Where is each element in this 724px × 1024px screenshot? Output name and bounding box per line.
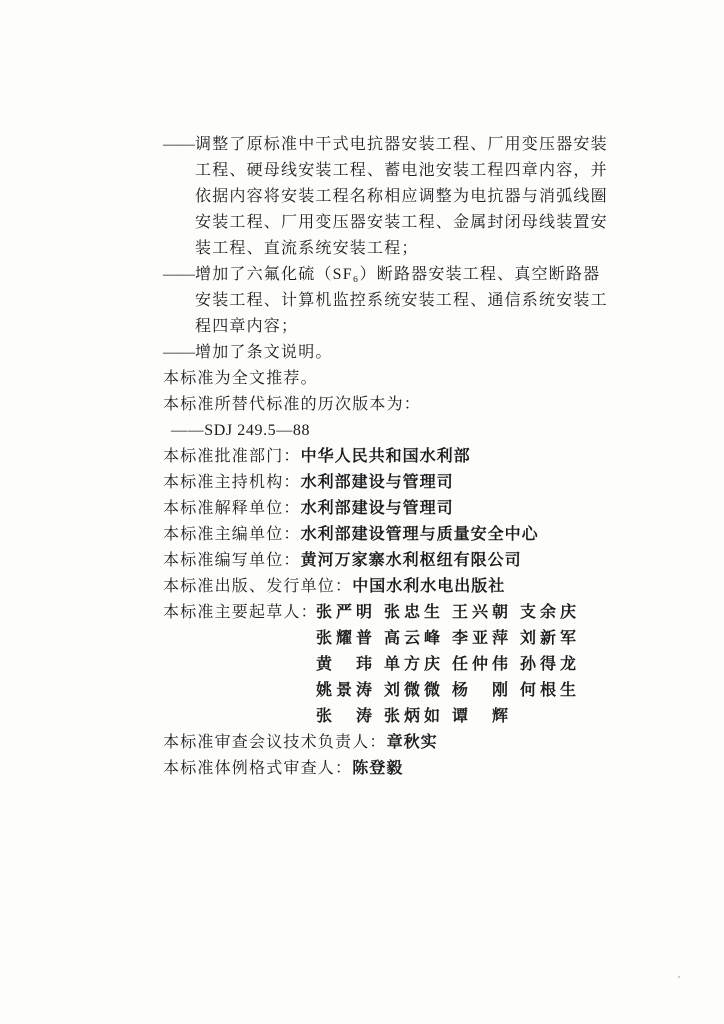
change-item-3-line-1	[163, 340, 623, 366]
drafter-name: 高云峰	[384, 630, 440, 647]
review-tech-row	[163, 730, 623, 756]
drafter-name: 单方庆	[384, 656, 440, 673]
drafter-name: 王兴朝	[452, 604, 508, 621]
change-item-2-line-2	[163, 288, 623, 314]
scan-speck	[678, 976, 680, 978]
change-item-text: 增加了六氟化硫（SF₆）断路器安装工程、真空断路器	[195, 266, 601, 283]
drafter-name: 张耀普	[316, 630, 372, 647]
drafter-name: 张忠生	[384, 604, 440, 621]
drafter-name: 刘微微	[384, 682, 440, 699]
change-item-1-line-1	[163, 132, 623, 158]
drafters-indent	[163, 678, 316, 704]
drafter-name: 何根生	[520, 682, 576, 699]
change-item-2-line-1	[163, 262, 623, 288]
drafter-name: 谭辉	[452, 708, 508, 725]
info-row-approval	[163, 444, 623, 470]
info-label: 本标准编写单位：	[163, 552, 301, 569]
history-label: 本标准所替代标准的历次版本为：	[163, 396, 422, 413]
format-review-value: 陈登毅	[352, 760, 404, 777]
drafter-name: 刘新军	[520, 630, 576, 647]
drafter-name: 孙得龙	[520, 656, 576, 673]
info-value: 中华人民共和国水利部	[300, 448, 471, 465]
drafters-indent	[163, 704, 316, 730]
drafter-name: 黄玮	[316, 656, 372, 673]
history-item: ——SDJ 249.5—88	[171, 422, 311, 439]
list-dash: ——	[163, 136, 195, 153]
change-item-1-line-4	[163, 210, 623, 236]
info-row-chief-editor	[163, 522, 623, 548]
list-dash: ——	[163, 266, 195, 283]
info-label: 本标准主编单位：	[163, 526, 301, 543]
drafters-row-4	[163, 678, 623, 704]
review-tech-value: 章秋实	[386, 734, 438, 751]
info-label: 本标准解释单位：	[163, 500, 301, 517]
info-row-host	[163, 470, 623, 496]
info-value: 黄河万家寨水利枢纽有限公司	[300, 552, 522, 569]
info-label: 本标准出版、发行单位：	[163, 578, 353, 595]
drafters-indent	[163, 652, 316, 678]
info-row-compiler	[163, 548, 623, 574]
info-value: 水利部建设与管理司	[300, 500, 454, 517]
drafter-name: 任仲伟	[452, 656, 508, 673]
change-item-text: 程四章内容；	[195, 318, 299, 335]
change-item-1-line-2	[163, 158, 623, 184]
change-item-text: 调整了原标准中干式电抗器安装工程、厂用变压器安装	[195, 136, 608, 153]
change-item-text: 工程、硬母线安装工程、蓄电池安装工程四章内容，并	[195, 162, 608, 179]
drafter-name: 李亚萍	[452, 630, 508, 647]
drafter-name: 姚景涛	[316, 682, 372, 699]
document-content	[163, 132, 623, 782]
drafters-row-5	[163, 704, 623, 730]
review-tech-label: 本标准审查会议技术负责人：	[163, 734, 387, 751]
list-dash: ——	[163, 344, 195, 361]
drafter-name: 张严明	[316, 604, 372, 621]
change-item-text: 安装工程、计算机监控系统安装工程、通信系统安装工	[195, 292, 608, 309]
change-item-text: 装工程、直流系统安装工程；	[195, 240, 419, 257]
change-item-text: 增加了条文说明。	[195, 344, 333, 361]
drafter-name: 张炳如	[384, 708, 440, 725]
info-value: 水利部建设管理与质量安全中心	[300, 526, 539, 543]
format-review-label: 本标准体例格式审查人：	[163, 760, 353, 777]
drafters-row-1	[163, 600, 623, 626]
drafters-row-2	[163, 626, 623, 652]
info-row-publisher	[163, 574, 623, 600]
change-item-1-line-3	[163, 184, 623, 210]
change-item-text: 安装工程、厂用变压器安装工程、金属封闭母线装置安	[195, 214, 608, 231]
info-label: 本标准主持机构：	[163, 474, 301, 491]
drafter-name: 张涛	[316, 708, 372, 725]
format-review-row	[163, 756, 623, 782]
drafter-name: 支余庆	[520, 604, 576, 621]
change-item-text: 依据内容将安装工程名称相应调整为电抗器与消弧线圈	[195, 188, 608, 205]
drafters-row-3	[163, 652, 623, 678]
drafters-label: 本标准主要起草人：	[163, 604, 318, 621]
drafters-indent	[163, 626, 316, 652]
change-item-1-line-5	[163, 236, 623, 262]
change-item-2-line-3	[163, 314, 623, 340]
info-value: 中国水利水电出版社	[352, 578, 506, 595]
info-value: 水利部建设与管理司	[300, 474, 454, 491]
info-row-interpretation	[163, 496, 623, 522]
info-label: 本标准批准部门：	[163, 448, 301, 465]
drafter-name: 杨刚	[452, 682, 508, 699]
recommendation-statement: 本标准为全文推荐。	[163, 370, 318, 387]
